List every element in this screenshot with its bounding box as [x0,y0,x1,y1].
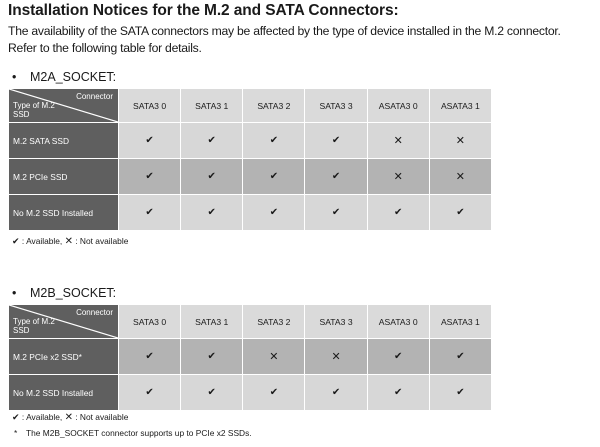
checkmark-icon: ✔ [269,207,279,218]
column-header: SATA3 2 [243,89,305,123]
column-header: ASATA3 0 [367,305,429,339]
status-cell [305,195,367,231]
column-header: SATA3 2 [243,305,305,339]
corner-connector-label: Connector [76,92,113,101]
checkmark-icon: ✔ [12,237,20,247]
status-cell [367,375,429,411]
status-cell [429,375,491,411]
row-header-m2-pcie-x2-ssd: M.2 PCIe x2 SSD* [9,339,119,375]
status-cell [429,123,491,159]
intro-line-1: The availability of the SATA connectors may be affected by the type of device installed in the M.2 connector. [8,24,561,38]
checkmark-icon: ✔ [145,351,154,362]
status-cell [119,195,181,231]
cross-icon: ✕ [455,170,465,183]
status-cell [367,159,429,195]
status-cell [181,159,243,195]
checkmark-icon: ✔ [207,351,216,362]
corner-connector-label: Connector [76,308,113,317]
column-header: SATA3 1 [181,89,243,123]
m2b-socket-title: M2B_SOCKET: [30,286,117,300]
checkmark-icon: ✔ [207,135,216,146]
column-header: SATA3 0 [119,305,181,339]
legend-not-available-text: : Not available [75,412,129,422]
legend-available-text: : Available, [21,412,63,422]
intro-line-2: Refer to the following table for details. [8,41,202,55]
cross-icon: ✕ [393,170,403,183]
checkmark-icon: ✔ [331,387,341,398]
checkmark-icon: ✔ [394,207,403,218]
corner-ssd-type-label: Type of M.2 SSD [13,101,55,119]
cross-icon: ✕ [64,412,73,423]
checkmark-icon: ✔ [331,171,341,182]
column-header: SATA3 3 [305,305,367,339]
status-cell [119,375,181,411]
table-header-row [9,89,492,123]
status-cell [243,195,305,231]
status-cell [181,375,243,411]
status-cell [119,123,181,159]
checkmark-icon: ✔ [394,351,403,362]
column-header: ASATA3 0 [367,89,429,123]
status-cell [243,123,305,159]
m2a-socket-label [12,70,116,84]
intro-text [8,23,561,57]
status-cell [119,339,181,375]
table-row [9,339,492,375]
checkmark-icon: ✔ [145,135,154,146]
legend-available-text: : Available, [21,236,63,246]
status-cell [305,123,367,159]
checkmark-icon: ✔ [456,207,465,218]
status-cell [243,159,305,195]
checkmark-icon: ✔ [12,413,20,423]
status-cell [367,195,429,231]
bullet: • [12,286,17,300]
m2b-compat-table [8,304,492,411]
status-cell [119,159,181,195]
m2a-socket-title: M2A_SOCKET: [30,70,117,84]
table-corner-cell [9,305,119,339]
status-cell [429,159,491,195]
corner-ssd-type-label: Type of M.2 SSD [13,317,55,335]
row-header-m2-pcie-ssd: M.2 PCIe SSD [9,159,119,195]
status-cell [429,195,491,231]
m2b-socket-label [12,286,116,300]
column-header: ASATA3 1 [429,305,491,339]
status-cell [367,123,429,159]
table-corner-cell [9,89,119,123]
legend-not-available-text: : Not available [75,236,129,246]
status-cell [181,123,243,159]
table-row [9,159,492,195]
page-title: Installation Notices for the M.2 and SATA Connectors: [8,2,399,19]
status-cell [181,195,243,231]
row-header-no-m2-ssd: No M.2 SSD Installed [9,375,119,411]
column-header: SATA3 0 [119,89,181,123]
m2a-legend [12,236,128,247]
cross-icon: ✕ [331,350,341,363]
cross-icon: ✕ [64,236,73,247]
cross-icon: ✕ [393,134,403,147]
footnote [14,428,252,438]
column-header: SATA3 3 [305,89,367,123]
checkmark-icon: ✔ [331,135,341,146]
checkmark-icon: ✔ [269,387,279,398]
checkmark-icon: ✔ [394,387,403,398]
footnote-text: The M2B_SOCKET connector supports up to PCIe x2 SSDs. [26,428,252,438]
row-header-no-m2-ssd: No M.2 SSD Installed [9,195,119,231]
status-cell [429,339,491,375]
cross-icon: ✕ [269,350,279,363]
checkmark-icon: ✔ [207,387,216,398]
checkmark-icon: ✔ [269,135,279,146]
checkmark-icon: ✔ [145,387,154,398]
column-header: SATA3 1 [181,305,243,339]
checkmark-icon: ✔ [456,387,465,398]
checkmark-icon: ✔ [331,207,341,218]
column-header: ASATA3 1 [429,89,491,123]
table-row [9,195,492,231]
table-header-row [9,305,492,339]
footnote-asterisk: * [14,428,18,438]
status-cell [181,339,243,375]
bullet: • [12,70,17,84]
status-cell [243,339,305,375]
m2b-legend [12,412,128,423]
row-header-m2-sata-ssd: M.2 SATA SSD [9,123,119,159]
checkmark-icon: ✔ [145,171,154,182]
checkmark-icon: ✔ [269,171,279,182]
status-cell [367,339,429,375]
table-row [9,375,492,411]
checkmark-icon: ✔ [145,207,154,218]
m2a-compat-table [8,88,492,231]
checkmark-icon: ✔ [207,171,216,182]
status-cell [305,159,367,195]
status-cell [305,375,367,411]
cross-icon: ✕ [455,134,465,147]
status-cell [243,375,305,411]
checkmark-icon: ✔ [207,207,216,218]
checkmark-icon: ✔ [456,351,465,362]
status-cell [305,339,367,375]
table-row [9,123,492,159]
